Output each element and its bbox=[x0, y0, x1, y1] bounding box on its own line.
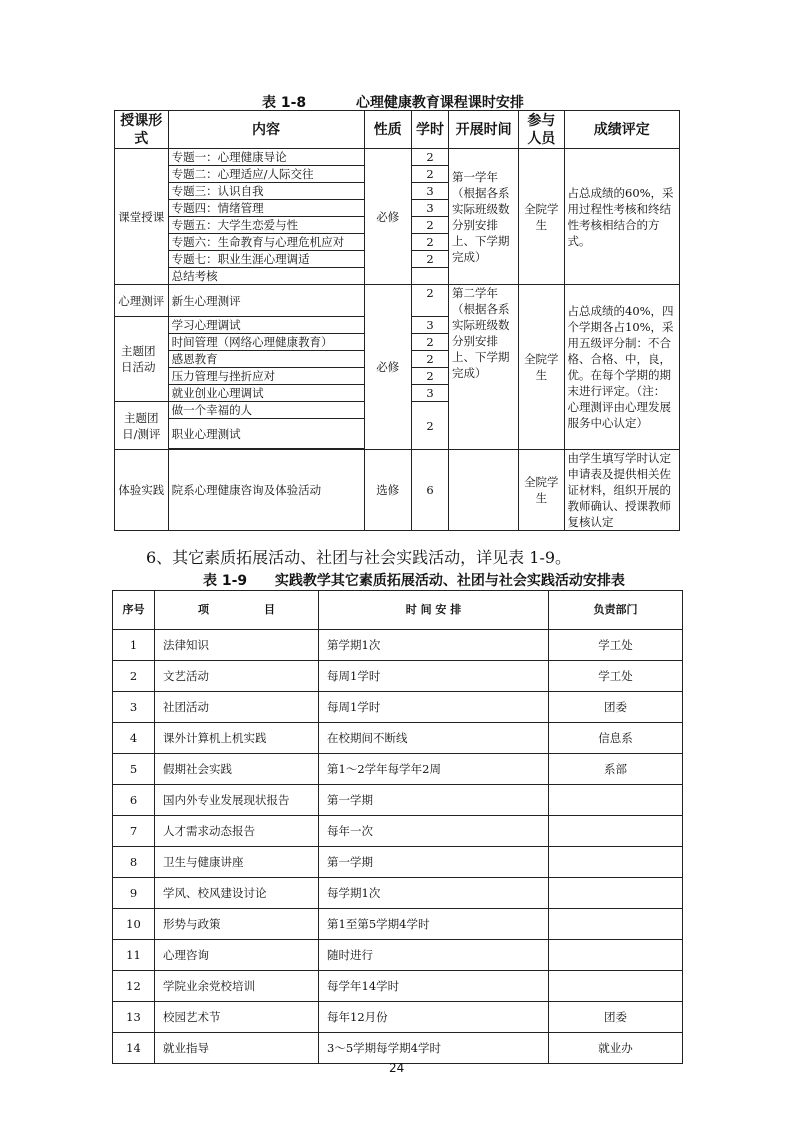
item-cell: 学风、校风建设讨论 bbox=[155, 878, 319, 909]
hours-cell: 2 bbox=[411, 334, 448, 351]
dept-cell bbox=[549, 909, 683, 940]
hours-cell: 2 bbox=[411, 285, 448, 317]
hours-cell: 6 bbox=[411, 450, 448, 531]
row-number-cell: 11 bbox=[113, 940, 155, 971]
row-number-cell: 2 bbox=[113, 661, 155, 692]
content-cell: 专题二：心理适应/人际交往 bbox=[168, 166, 364, 183]
table-row bbox=[113, 816, 683, 847]
header-people: 参与人员 bbox=[519, 111, 564, 149]
header-row bbox=[113, 591, 683, 630]
item-cell: 人才需求动态报告 bbox=[155, 816, 319, 847]
time-cell bbox=[449, 450, 519, 531]
content-cell: 就业创业心理调试 bbox=[168, 385, 364, 402]
item-cell: 社团活动 bbox=[155, 692, 319, 723]
dept-cell bbox=[549, 816, 683, 847]
table-1-9-caption bbox=[203, 570, 625, 590]
schedule-cell: 每年12月份 bbox=[319, 1002, 549, 1033]
dept-cell bbox=[549, 878, 683, 909]
item-cell: 形势与政策 bbox=[155, 909, 319, 940]
header-time: 开展时间 bbox=[449, 111, 519, 149]
item-cell: 文艺活动 bbox=[155, 661, 319, 692]
item-cell: 卫生与健康讲座 bbox=[155, 847, 319, 878]
header-content: 内容 bbox=[168, 111, 364, 149]
table-row bbox=[115, 149, 680, 166]
content-cell: 专题五：大学生恋爱与性 bbox=[168, 217, 364, 234]
form-cell: 体验实践 bbox=[115, 450, 169, 531]
dept-cell bbox=[549, 971, 683, 1002]
item-cell: 课外计算机上机实践 bbox=[155, 723, 319, 754]
page-number: 24 bbox=[389, 1061, 405, 1075]
table-row bbox=[113, 661, 683, 692]
people-cell: 全院学生 bbox=[519, 285, 564, 450]
header-item: 项 目 bbox=[155, 591, 319, 630]
caption-number: 表 1-8 bbox=[262, 95, 307, 111]
hours-cell: 2 bbox=[411, 351, 448, 368]
caption-number: 表 1-9 bbox=[203, 573, 248, 589]
header-dept: 负责部门 bbox=[549, 591, 683, 630]
schedule-cell: 第1～2学年每学年2周 bbox=[319, 754, 549, 785]
hours-cell: 2 bbox=[411, 234, 448, 251]
dept-cell bbox=[549, 785, 683, 816]
content-cell: 职业心理测试 bbox=[168, 419, 364, 449]
dept-cell: 就业办 bbox=[549, 1033, 683, 1064]
header-schedule: 时 间 安 排 bbox=[319, 591, 549, 630]
content-cell: 院系心理健康咨询及体验活动 bbox=[168, 450, 364, 531]
dept-cell: 团委 bbox=[549, 1002, 683, 1033]
content-cell: 专题六：生命教育与心理危机应对 bbox=[168, 234, 364, 251]
row-number-cell: 6 bbox=[113, 785, 155, 816]
time-cell: 第二学年（根据各系实际班级数分别安排上、下学期完成） bbox=[449, 285, 519, 450]
form-cell: 主题团日活动 bbox=[115, 317, 169, 402]
hours-cell: 2 bbox=[411, 166, 448, 183]
item-cell: 心理咨询 bbox=[155, 940, 319, 971]
row-number-cell: 3 bbox=[113, 692, 155, 723]
table-row bbox=[113, 971, 683, 1002]
dept-cell: 学工处 bbox=[549, 661, 683, 692]
dept-cell: 系部 bbox=[549, 754, 683, 785]
header-no: 序号 bbox=[113, 591, 155, 630]
hours-cell bbox=[411, 268, 448, 285]
content-cell: 新生心理测评 bbox=[168, 285, 364, 317]
caption-title: 实践教学其它素质拓展活动、社团与社会实践活动安排表 bbox=[274, 573, 625, 589]
schedule-cell: 在校期间不断线 bbox=[319, 723, 549, 754]
schedule-cell: 每周1学时 bbox=[319, 692, 549, 723]
row-number-cell: 12 bbox=[113, 971, 155, 1002]
table-row bbox=[113, 1033, 683, 1064]
table-1-8-caption bbox=[262, 92, 524, 112]
item-cell: 校园艺术节 bbox=[155, 1002, 319, 1033]
dept-cell: 学工处 bbox=[549, 630, 683, 661]
content-cell: 总结考核 bbox=[168, 268, 364, 285]
table-row bbox=[113, 909, 683, 940]
table-row bbox=[113, 630, 683, 661]
time-cell: 第一学年（根据各系实际班级数分别安排上、下学期完成） bbox=[449, 149, 519, 285]
hours-cell: 3 bbox=[411, 200, 448, 217]
content-cell: 做一个幸福的人 bbox=[168, 402, 364, 419]
schedule-cell: 第学期1次 bbox=[319, 630, 549, 661]
form-cell: 主题团日/测评 bbox=[115, 402, 169, 450]
dept-cell: 团委 bbox=[549, 692, 683, 723]
schedule-cell: 3～5学期每学期4学时 bbox=[319, 1033, 549, 1064]
content-cell: 学习心理调试 bbox=[168, 317, 364, 334]
table-row bbox=[113, 785, 683, 816]
table-row bbox=[113, 692, 683, 723]
table-row bbox=[115, 450, 680, 531]
item-cell: 学院业余党校培训 bbox=[155, 971, 319, 1002]
table-row bbox=[115, 285, 680, 317]
item-cell: 假期社会实践 bbox=[155, 754, 319, 785]
content-cell: 专题四：情绪管理 bbox=[168, 200, 364, 217]
dept-cell: 信息系 bbox=[549, 723, 683, 754]
schedule-cell: 第一学期 bbox=[319, 847, 549, 878]
hours-cell: 3 bbox=[411, 317, 448, 334]
hours-cell: 2 bbox=[411, 149, 448, 166]
caption-title: 心理健康教育课程课时安排 bbox=[355, 95, 524, 111]
item-cell: 就业指导 bbox=[155, 1033, 319, 1064]
content-cell: 压力管理与挫折应对 bbox=[168, 368, 364, 385]
table-1-9 bbox=[112, 590, 683, 1064]
form-cell: 心理测评 bbox=[115, 285, 169, 317]
table-row bbox=[113, 1002, 683, 1033]
hours-cell: 2 bbox=[411, 368, 448, 385]
section-paragraph: 6、其它素质拓展活动、社团与社会实践活动，详见表 1-9。 bbox=[146, 548, 572, 567]
table-row bbox=[113, 723, 683, 754]
schedule-cell: 第一学期 bbox=[319, 785, 549, 816]
row-number-cell: 13 bbox=[113, 1002, 155, 1033]
header-nature: 性质 bbox=[364, 111, 411, 149]
content-cell: 时间管理（网络心理健康教育） bbox=[168, 334, 364, 351]
nature-cell: 必修 bbox=[364, 285, 411, 450]
header-hours: 学时 bbox=[411, 111, 448, 149]
header-row bbox=[115, 111, 680, 149]
dept-cell bbox=[549, 940, 683, 971]
nature-cell: 必修 bbox=[364, 149, 411, 285]
dept-cell bbox=[549, 847, 683, 878]
table-row bbox=[113, 847, 683, 878]
row-number-cell: 7 bbox=[113, 816, 155, 847]
nature-cell: 选修 bbox=[364, 450, 411, 531]
table-row bbox=[113, 940, 683, 971]
row-number-cell: 8 bbox=[113, 847, 155, 878]
row-number-cell: 10 bbox=[113, 909, 155, 940]
item-cell: 国内外专业发展现状报告 bbox=[155, 785, 319, 816]
schedule-cell: 每年一次 bbox=[319, 816, 549, 847]
schedule-cell: 随时进行 bbox=[319, 940, 549, 971]
schedule-cell: 第1至第5学期4学时 bbox=[319, 909, 549, 940]
content-cell: 专题三：认识自我 bbox=[168, 183, 364, 200]
schedule-cell: 每学年14学时 bbox=[319, 971, 549, 1002]
hours-cell: 3 bbox=[411, 183, 448, 200]
assessment-cell: 占总成绩的60%，采用过程性考核和终结性考核相结合的方式。 bbox=[564, 149, 680, 285]
people-cell: 全院学生 bbox=[519, 450, 564, 531]
assessment-cell: 占总成绩的40%，四个学期各占10%，采用五级评分制：不合格、合格、中，良，优。在每个学期的期末进行评定。（注：心理测评由心理发展服务中心认定） bbox=[564, 285, 680, 450]
content-cell: 感恩教育 bbox=[168, 351, 364, 368]
content-cell: 专题一：心理健康导论 bbox=[168, 149, 364, 166]
table-row bbox=[113, 878, 683, 909]
schedule-cell: 每学期1次 bbox=[319, 878, 549, 909]
assessment-cell: 由学生填写学时认定申请表及提供相关佐证材料，组织开展的教师确认、授课教师复核认定 bbox=[564, 450, 680, 531]
content-cell: 专题七：职业生涯心理调适 bbox=[168, 251, 364, 268]
table-row bbox=[113, 754, 683, 785]
form-cell: 课堂授课 bbox=[115, 149, 169, 285]
row-number-cell: 1 bbox=[113, 630, 155, 661]
people-cell: 全院学生 bbox=[519, 149, 564, 285]
hours-cell: 3 bbox=[411, 385, 448, 402]
row-number-cell: 14 bbox=[113, 1033, 155, 1064]
header-assessment: 成绩评定 bbox=[564, 111, 680, 149]
hours-cell: 2 bbox=[411, 251, 448, 268]
table-1-8 bbox=[114, 110, 680, 531]
header-form: 授课形式 bbox=[115, 111, 169, 149]
hours-cell: 2 bbox=[411, 217, 448, 234]
row-number-cell: 4 bbox=[113, 723, 155, 754]
row-number-cell: 9 bbox=[113, 878, 155, 909]
hours-cell: 2 bbox=[411, 402, 448, 450]
item-cell: 法律知识 bbox=[155, 630, 319, 661]
row-number-cell: 5 bbox=[113, 754, 155, 785]
schedule-cell: 每周1学时 bbox=[319, 661, 549, 692]
